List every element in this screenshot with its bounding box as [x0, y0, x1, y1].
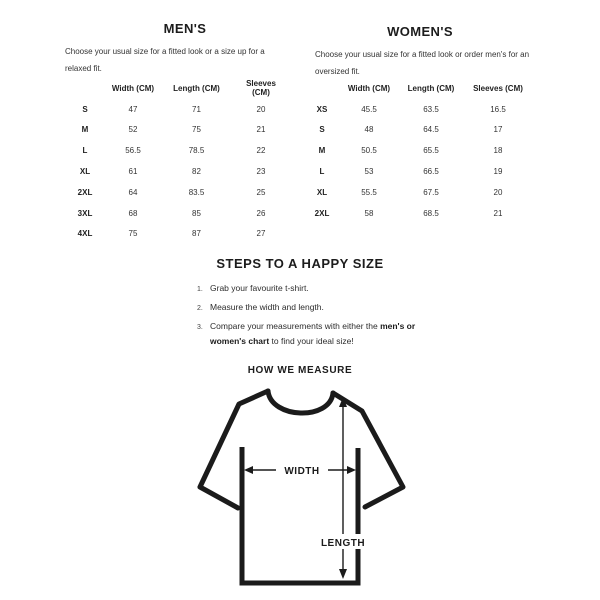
value-cell: 56.5 [125, 146, 141, 156]
size-cell: L [82, 146, 88, 156]
step-text: Grab your favourite t-shirt. [210, 283, 309, 293]
tshirt-measure-diagram [182, 383, 422, 600]
value-cell: 16.5 [490, 104, 506, 114]
value-cell: 20 [256, 104, 266, 114]
step-number: 3. [197, 324, 203, 331]
womens-subtitle-line1: Choose your usual size for a fitted look or order men's for an [315, 50, 530, 59]
mens-subtitle-line1: Choose your usual size for a fitted look or a size up for a [65, 47, 265, 56]
womens-subtitle-line2: oversized fit. [315, 67, 360, 76]
mens-size-table [60, 78, 285, 244]
womens-section-title: WOMEN'S [387, 24, 453, 39]
value-cell: 52 [128, 125, 138, 135]
steps-list [197, 281, 435, 352]
step-text-bold: men's or women's chart [210, 321, 416, 346]
value-cell: 18 [493, 146, 503, 156]
step-text [210, 319, 435, 349]
mens-col-sleeves: Sleeves (CM) [246, 79, 276, 98]
value-cell: 64 [128, 187, 138, 197]
value-cell: 21 [493, 208, 503, 218]
value-cell: 64.5 [423, 125, 439, 135]
step-item-1 [197, 281, 435, 297]
mens-section-subtitle [65, 43, 295, 77]
value-cell: 58 [364, 208, 374, 218]
value-cell: 85 [192, 208, 201, 218]
value-cell: 87 [192, 229, 201, 239]
value-cell: 21 [256, 125, 266, 135]
size-cell: 2XL [77, 187, 93, 197]
width-arrow-icon [244, 462, 356, 478]
value-cell: 75 [128, 229, 138, 239]
value-cell: 19 [493, 167, 503, 177]
value-cell: 55.5 [361, 187, 377, 197]
value-cell: 25 [256, 187, 266, 197]
step-number: 1. [197, 286, 203, 293]
size-cell: 3XL [77, 208, 93, 218]
value-cell: 48 [364, 125, 374, 135]
value-cell: 66.5 [423, 167, 439, 177]
womens-col-length: Length (CM) [407, 83, 455, 93]
value-cell: 22 [256, 146, 266, 156]
mens-col-width: Width (CM) [111, 83, 155, 93]
size-cell: L [319, 167, 325, 177]
steps-section-title: STEPS TO A HAPPY SIZE [216, 256, 384, 271]
mens-col-length: Length (CM) [173, 83, 220, 93]
step-text-pre: Compare your measurements with either the [210, 321, 381, 331]
size-cell: XS [316, 104, 328, 114]
tshirt-left-sleeve [200, 391, 268, 508]
step-text: Measure the width and length. [210, 302, 324, 312]
value-cell: 47 [128, 104, 138, 114]
value-cell: 61 [128, 167, 138, 177]
mens-subtitle-line2: relaxed fit. [65, 64, 102, 73]
womens-section-subtitle [315, 46, 545, 80]
value-cell: 23 [256, 167, 266, 177]
value-cell: 68 [128, 208, 138, 218]
size-cell: 4XL [77, 229, 93, 239]
value-cell: 75 [192, 125, 201, 135]
length-arrow-icon [317, 397, 369, 579]
womens-size-table [300, 78, 528, 224]
value-cell: 17 [493, 125, 503, 135]
size-cell: M [318, 146, 326, 156]
value-cell: 82 [192, 167, 201, 177]
size-cell: S [82, 104, 88, 114]
size-cell: XL [316, 187, 328, 197]
length-label: LENGTH [320, 538, 366, 549]
value-cell: 68.5 [423, 208, 439, 218]
size-cell: S [319, 125, 325, 135]
value-cell: 78.5 [188, 146, 205, 156]
mens-section-title: MEN'S [163, 21, 207, 36]
step-text-post: to find your ideal size! [269, 336, 354, 346]
value-cell: 71 [192, 104, 201, 114]
size-cell: M [81, 125, 89, 135]
size-cell: XL [79, 167, 91, 177]
value-cell: 26 [256, 208, 266, 218]
size-cell: 2XL [314, 208, 330, 218]
step-item-2 [197, 300, 435, 316]
value-cell: 63.5 [423, 104, 439, 114]
value-cell: 67.5 [423, 187, 439, 197]
width-label: WIDTH [284, 466, 320, 477]
value-cell: 53 [364, 167, 374, 177]
step-number: 2. [197, 305, 203, 312]
value-cell: 45.5 [361, 104, 377, 114]
step-item-3 [197, 319, 435, 349]
value-cell: 27 [256, 229, 266, 239]
tshirt-neckline [268, 391, 333, 413]
womens-col-width: Width (CM) [347, 83, 391, 93]
value-cell: 65.5 [423, 146, 439, 156]
measure-section-title: HOW WE MEASURE [247, 365, 353, 376]
value-cell: 50.5 [361, 146, 377, 156]
value-cell: 20 [493, 187, 503, 197]
value-cell: 83.5 [188, 187, 205, 197]
womens-col-sleeves: Sleeves (CM) [473, 83, 523, 93]
